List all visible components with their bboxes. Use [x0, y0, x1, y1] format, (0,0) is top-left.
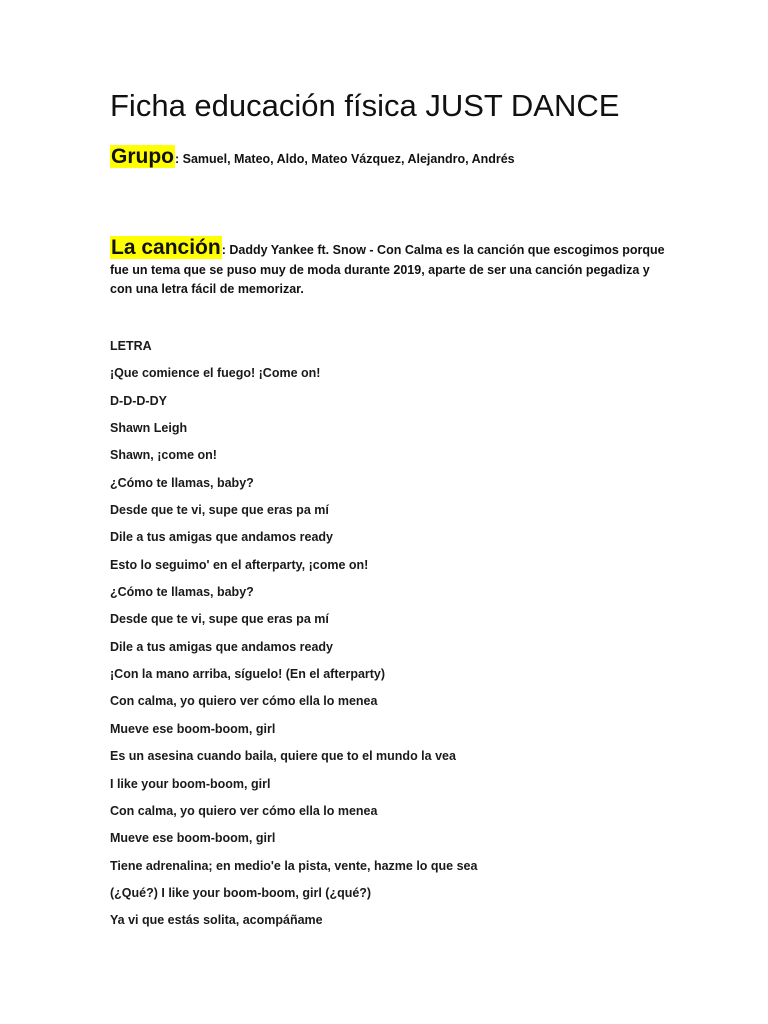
lyric-line: ¿Cómo te llamas, baby? [110, 475, 254, 490]
lyrics-list [110, 338, 670, 940]
lyric-line: Desde que te vi, supe que eras pa mí [110, 503, 329, 518]
lyric-line: (¿Qué?) I like your boom-boom, girl (¿qué?) [110, 885, 372, 900]
lyric-line: Dile a tus amigas que andamos ready [110, 639, 333, 654]
lyrics-heading: LETRA [110, 339, 152, 353]
group-label: Grupo [111, 145, 174, 168]
lyric-line: Esto lo seguimo' en el afterparty, ¡come on! [110, 557, 369, 572]
lyric-line: Mueve ese boom-boom, girl [110, 831, 276, 846]
lyric-line: ¡Con la mano arriba, síguelo! (En el afterparty) [110, 667, 386, 682]
lyric-line: Mueve ese boom-boom, girl [110, 721, 276, 736]
group-section [110, 145, 515, 169]
lyric-line: Dile a tus amigas que andamos ready [110, 530, 333, 545]
lyric-line: Es un asesina cuando baila, quiere que to el mundo la vea [110, 749, 456, 764]
lyric-line: ¡Que comience el fuego! ¡Come on! [110, 366, 321, 381]
lyric-line: ¿Cómo te llamas, baby? [110, 585, 254, 600]
lyric-line: Shawn, ¡come on! [110, 448, 217, 463]
lyric-line: Desde que te vi, supe que eras pa mí [110, 612, 329, 627]
group-members: : Samuel, Mateo, Aldo, Mateo Vázquez, Alejandro, Andrés [175, 152, 515, 166]
lyric-line: D-D-D-DY [110, 393, 167, 408]
lyric-line: Con calma, yo quiero ver cómo ella lo menea [110, 803, 378, 818]
lyric-line: I like your boom-boom, girl [110, 776, 271, 791]
song-section [110, 236, 670, 300]
song-description: : Daddy Yankee ft. Snow - Con Calma es la canción que escogimos porque fue un tema que se puso muy de moda durante 2019, aparte de ser una canción pegadiza y con una letra fácil de memorizar. [110, 243, 665, 296]
lyric-line: Con calma, yo quiero ver cómo ella lo menea [110, 694, 378, 709]
lyric-line: Shawn Leigh [110, 421, 188, 436]
song-label: La canción [111, 236, 221, 259]
lyric-line: Tiene adrenalina; en medio'e la pista, vente, hazme lo que sea [110, 858, 478, 873]
lyric-line: Ya vi que estás solita, acompáñame [110, 913, 323, 928]
document-title: Ficha educación física JUST DANCE [110, 88, 620, 123]
